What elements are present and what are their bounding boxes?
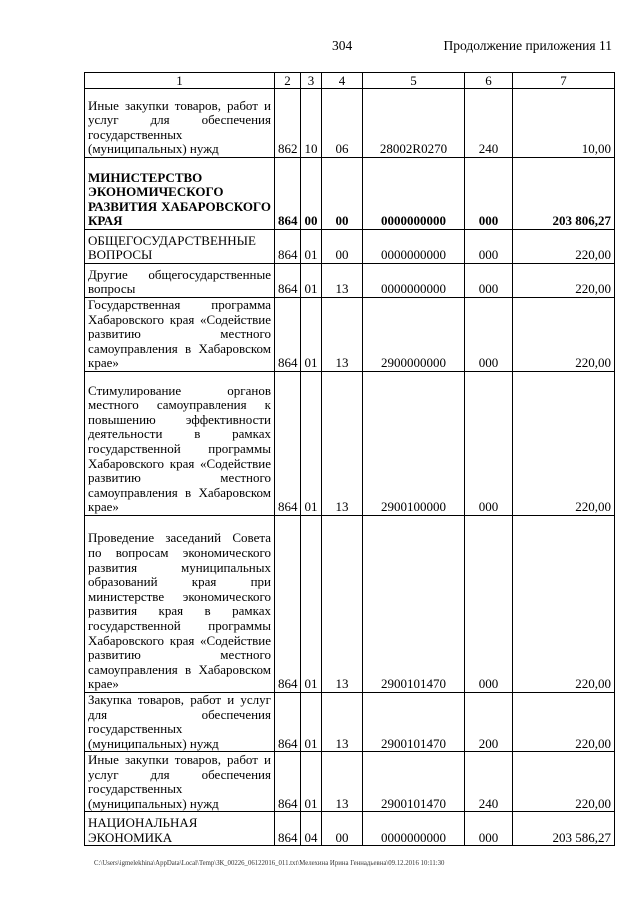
code-subsection: 13 <box>322 371 363 515</box>
table-row <box>85 298 615 372</box>
code-target: 0000000000 <box>363 264 465 298</box>
code-target: 28002R0270 <box>363 89 465 158</box>
code-target: 2900000000 <box>363 298 465 372</box>
file-path-footer: C:\Users\igmelekhina\AppData\Local\Temp\ЗК_00226_06122016_011.txt\Мелехина Ирина Геннадьевна\09.12.2016 10:11:30 <box>94 860 445 867</box>
table-row <box>85 158 615 230</box>
code-expense-type: 000 <box>465 230 513 264</box>
code-target: 0000000000 <box>363 812 465 846</box>
item-name: Иные закупки товаров, работ и услуг для обеспечения государственных (муниципальных) нужд <box>85 89 275 158</box>
code-subsection: 13 <box>322 264 363 298</box>
code-target: 0000000000 <box>363 230 465 264</box>
code-section: 01 <box>301 692 322 751</box>
table-row <box>85 264 615 298</box>
item-name: Государственная программа Хабаровского края «Содействие развитию местного самоуправления в Хабаровском крае» <box>85 298 275 372</box>
code-section: 01 <box>301 515 322 692</box>
column-number: 4 <box>322 73 363 89</box>
code-admin: 864 <box>275 230 301 264</box>
table-row <box>85 752 615 812</box>
column-number: 7 <box>513 73 615 89</box>
item-name: Иные закупки товаров, работ и услуг для обеспечения государственных (муниципальных) нужд <box>85 752 275 812</box>
code-section: 01 <box>301 264 322 298</box>
code-target: 2900101470 <box>363 752 465 812</box>
table-row <box>85 692 615 751</box>
amount: 203 586,27 <box>513 812 615 846</box>
code-expense-type: 000 <box>465 264 513 298</box>
code-subsection: 13 <box>322 298 363 372</box>
code-admin: 864 <box>275 298 301 372</box>
code-expense-type: 240 <box>465 89 513 158</box>
code-subsection: 00 <box>322 158 363 230</box>
amount: 220,00 <box>513 752 615 812</box>
item-name: ОБЩЕГОСУДАРСТВЕННЫЕ ВОПРОСЫ <box>85 230 275 264</box>
code-expense-type: 200 <box>465 692 513 751</box>
code-target: 2900101470 <box>363 515 465 692</box>
code-admin: 864 <box>275 692 301 751</box>
code-subsection: 00 <box>322 230 363 264</box>
amount: 220,00 <box>513 264 615 298</box>
code-expense-type: 000 <box>465 812 513 846</box>
amount: 220,00 <box>513 692 615 751</box>
code-section: 01 <box>301 298 322 372</box>
code-admin: 864 <box>275 371 301 515</box>
code-subsection: 13 <box>322 692 363 751</box>
item-name: Другие общегосударственные вопросы <box>85 264 275 298</box>
column-number-row <box>85 73 615 89</box>
code-expense-type: 000 <box>465 371 513 515</box>
code-target: 2900100000 <box>363 371 465 515</box>
amount: 220,00 <box>513 298 615 372</box>
table-row <box>85 230 615 264</box>
code-expense-type: 000 <box>465 158 513 230</box>
code-admin: 864 <box>275 264 301 298</box>
code-expense-type: 240 <box>465 752 513 812</box>
code-expense-type: 000 <box>465 515 513 692</box>
code-subsection: 13 <box>322 515 363 692</box>
code-target: 0000000000 <box>363 158 465 230</box>
table-row <box>85 515 615 692</box>
code-admin: 864 <box>275 812 301 846</box>
code-section: 01 <box>301 371 322 515</box>
item-name: Проведение заседаний Совета по вопросам экономического развития муниципальных образований края при министерстве экономического развития края в рамках государственной программы Хабаровского края «Содействие развитию местного самоуправления в Хабаровском крае» <box>85 515 275 692</box>
code-section: 00 <box>301 158 322 230</box>
amount: 10,00 <box>513 89 615 158</box>
item-name: Стимулирование органов местного самоуправления к повышению эффективности деятельности в рамках государственной программы Хабаровского края «Содействие развитию местного самоуправления в Хабаровском крае» <box>85 371 275 515</box>
code-section: 04 <box>301 812 322 846</box>
continuation-label: Продолжение приложения 11 <box>443 38 612 53</box>
code-expense-type: 000 <box>465 298 513 372</box>
column-number: 1 <box>85 73 275 89</box>
code-section: 01 <box>301 230 322 264</box>
amount: 220,00 <box>513 230 615 264</box>
amount: 203 806,27 <box>513 158 615 230</box>
table-row <box>85 812 615 846</box>
code-admin: 862 <box>275 89 301 158</box>
code-subsection: 13 <box>322 752 363 812</box>
table-row <box>85 371 615 515</box>
code-admin: 864 <box>275 752 301 812</box>
column-number: 5 <box>363 73 465 89</box>
amount: 220,00 <box>513 371 615 515</box>
code-subsection: 00 <box>322 812 363 846</box>
code-admin: 864 <box>275 158 301 230</box>
table-row <box>85 89 615 158</box>
code-section: 10 <box>301 89 322 158</box>
item-name: МИНИСТЕРСТВО ЭКОНОМИЧЕСКОГО РАЗВИТИЯ ХАБАРОВСКОГО КРАЯ <box>85 158 275 230</box>
table-body <box>85 73 615 846</box>
item-name: НАЦИОНАЛЬНАЯ ЭКОНОМИКА <box>85 812 275 846</box>
amount: 220,00 <box>513 515 615 692</box>
code-section: 01 <box>301 752 322 812</box>
code-subsection: 06 <box>322 89 363 158</box>
code-admin: 864 <box>275 515 301 692</box>
column-number: 2 <box>275 73 301 89</box>
column-number: 3 <box>301 73 322 89</box>
item-name: Закупка товаров, работ и услуг для обеспечения государственных (муниципальных) нужд <box>85 692 275 751</box>
page-number: 304 <box>332 38 353 53</box>
column-number: 6 <box>465 73 513 89</box>
budget-table <box>84 72 615 846</box>
code-target: 2900101470 <box>363 692 465 751</box>
